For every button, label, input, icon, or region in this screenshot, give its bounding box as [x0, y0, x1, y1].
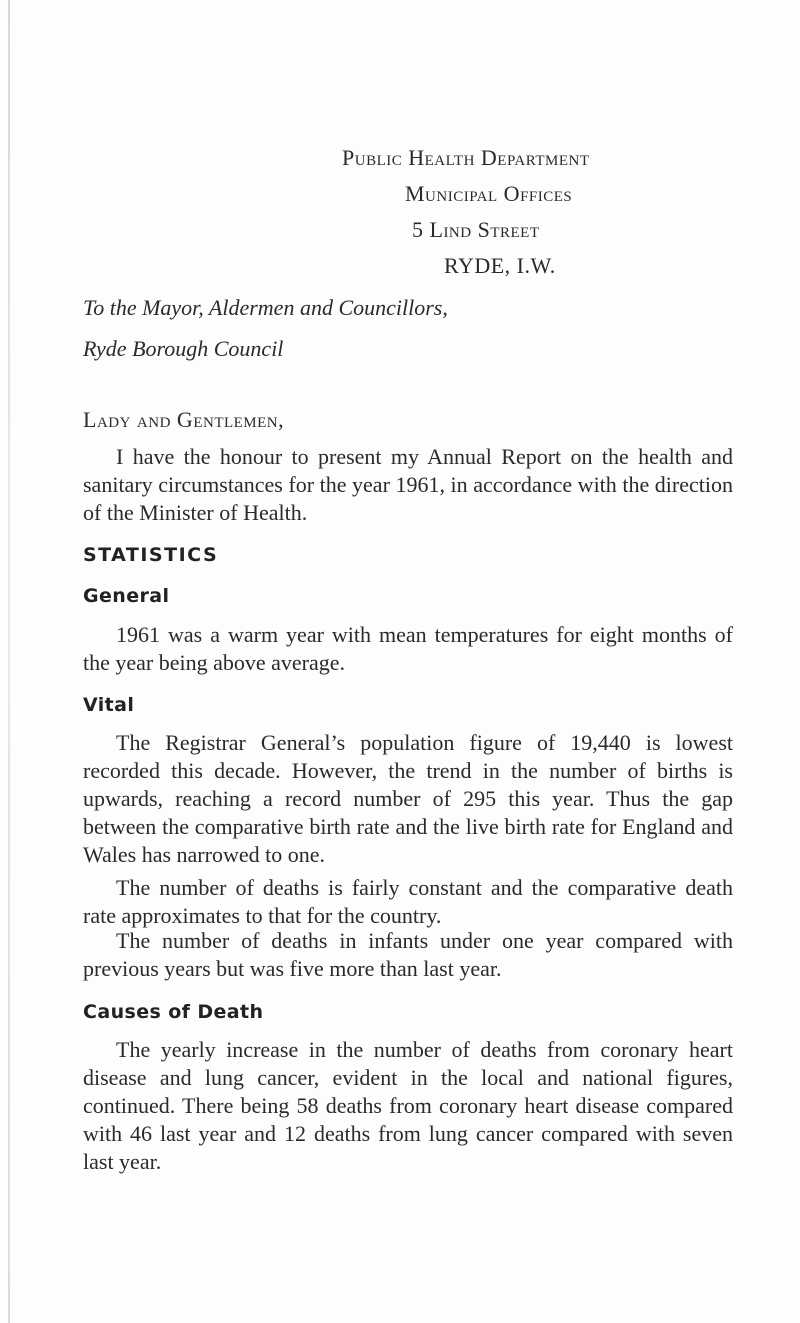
causes-paragraph: The yearly increase in the number of deaths from coronary heart disease and lung cancer, evident in the local and national figures, continued. There being 58 deaths from coronary heart disease compared with 46 last year and 12 deaths from lung cancer compared with seven last year.: [83, 1037, 733, 1174]
salutation-council: Ryde Borough Council: [83, 336, 284, 361]
address-department: Public Health Department: [342, 145, 590, 170]
general-paragraph: 1961 was a warm year with mean temperatures for eight months of the year being above average.: [83, 622, 733, 675]
address-street: 5 Lind Street: [412, 217, 540, 242]
address-offices: Municipal Offices: [405, 181, 573, 206]
heading-statistics: STATISTICS: [83, 544, 219, 566]
vital-paragraph-1: The Registrar General’s population figure of 19,440 is lowest recorded this decade. However, the trend in the number of births is upwards, reaching a record number of 295 this year. Thus the gap between the comparative birth rate and the live birth rate for England and Wales has narrowed to one.: [83, 730, 733, 867]
salutation-addressee: To the Mayor, Aldermen and Councillors,: [83, 295, 448, 320]
greeting: Lady and Gentlemen,: [83, 407, 285, 432]
heading-general: General: [83, 585, 170, 607]
address-town: RYDE, I.W.: [444, 253, 556, 278]
page-edge-line: [8, 0, 10, 1323]
vital-paragraph-2: The number of deaths is fairly constant and the comparative death rate approximates to that for the country.: [83, 875, 733, 928]
vital-paragraph-3: The number of deaths in infants under one year compared with previous years but was five more than last year.: [83, 928, 733, 981]
heading-causes-of-death: Causes of Death: [83, 1001, 264, 1023]
heading-vital: Vital: [83, 694, 135, 716]
intro-paragraph: I have the honour to present my Annual Report on the health and sanitary circumstances for the year 1961, in accordance with the direction of the Minister of Health.: [83, 444, 733, 525]
